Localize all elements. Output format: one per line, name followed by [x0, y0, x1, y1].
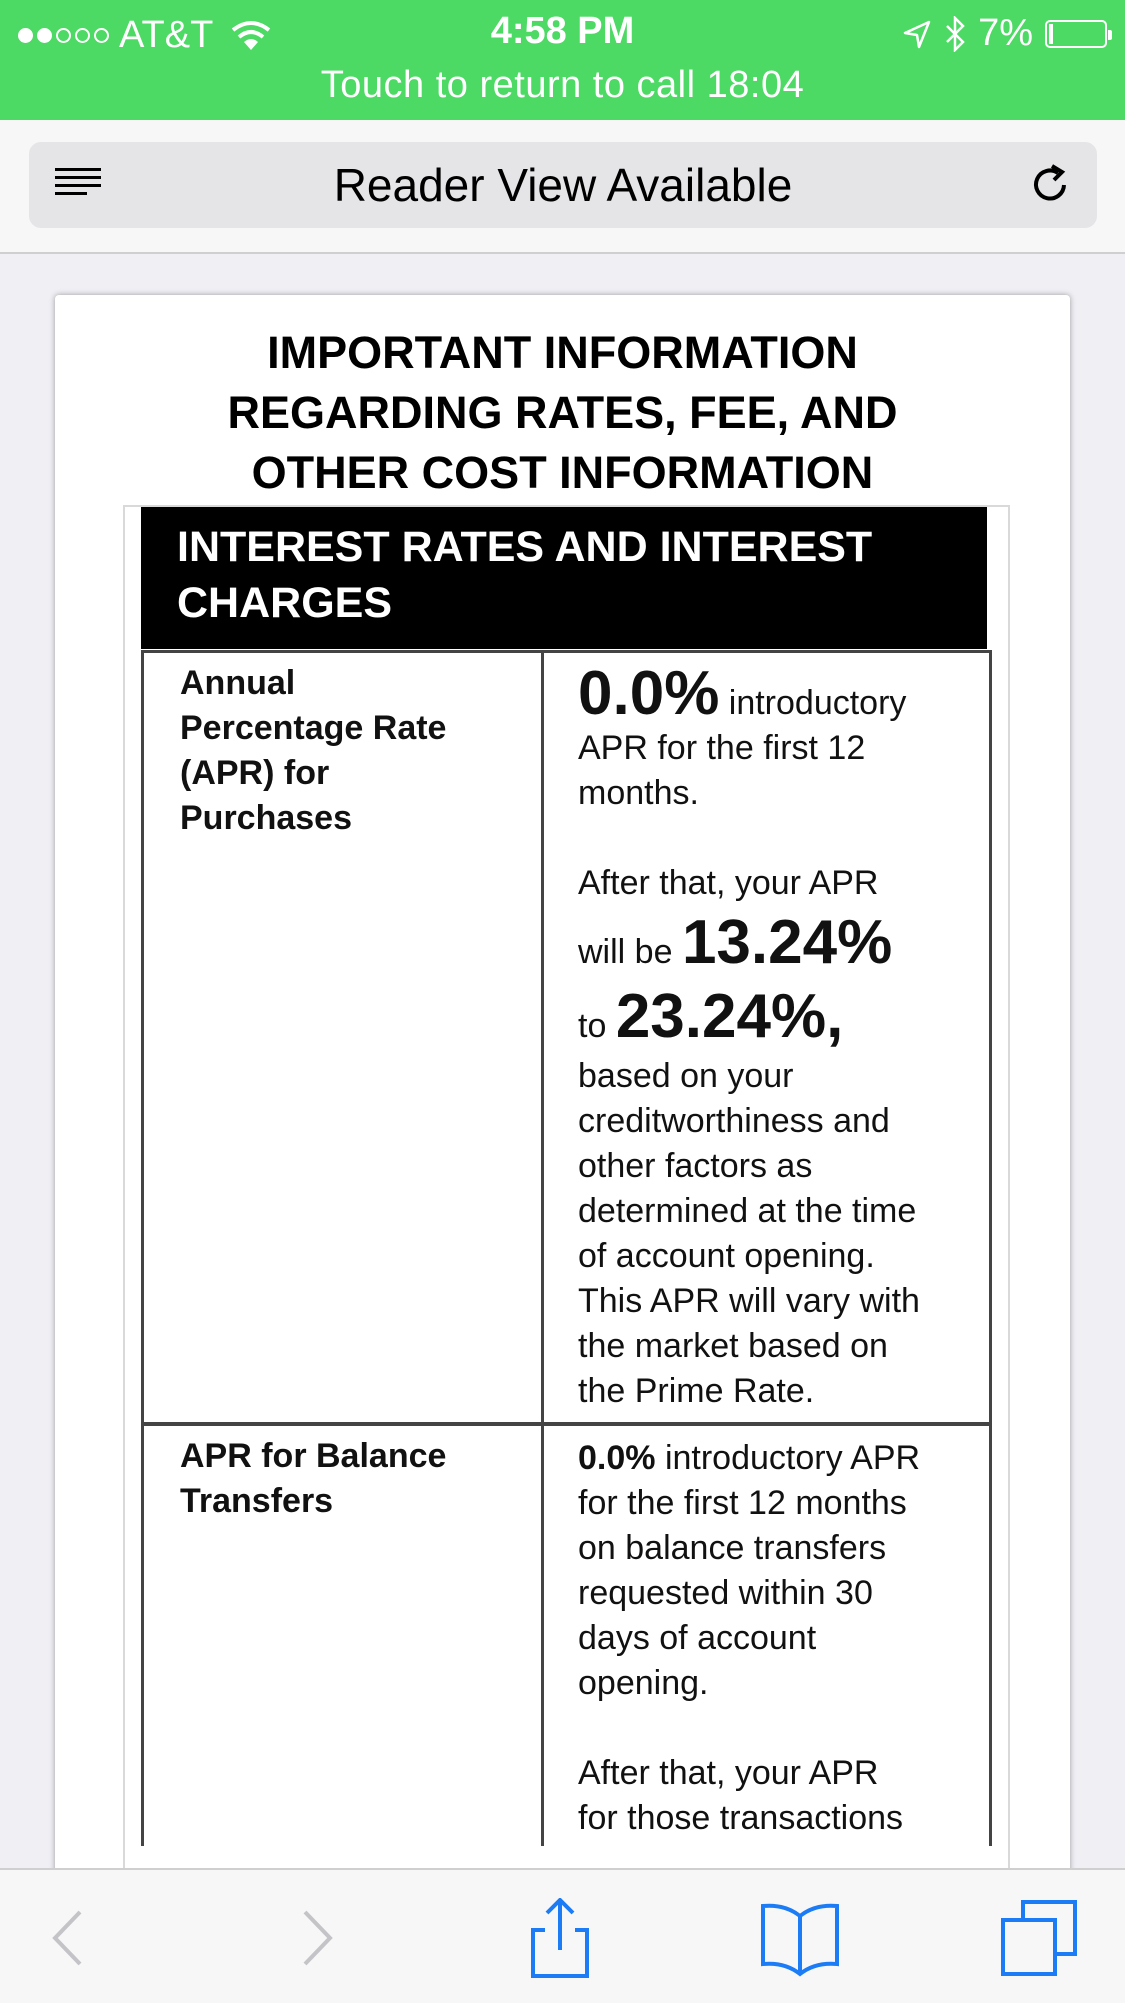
bookmarks-icon[interactable]: [755, 1898, 845, 1978]
browser-toolbar: [0, 1868, 1125, 2003]
battery-percent: 7%: [978, 12, 1033, 54]
rate-high: 23.24%,: [615, 982, 844, 1051]
intro-rate: 0.0%: [578, 659, 720, 728]
status-right: [902, 12, 1107, 55]
row-value: 0.0% introductory APR for the first 12 months on balance transfers requested within 30 days of account opening. After that, your APR for those transactions: [578, 1439, 921, 1837]
carrier-name: AT&T: [119, 14, 214, 56]
battery-icon: [1045, 20, 1107, 48]
forward-icon[interactable]: [270, 1898, 360, 1978]
row-value: 0.0% introductory APR for the first 12 months. After that, your APR will be 13.24% to 23.24%, based on your creditworthiness and other factors as determined at the time of account opening. This APR will vary with the market based on the Prime Rate.: [578, 659, 920, 1410]
browser-header: [0, 120, 1125, 254]
row-label: Annual Percentage Rate (APR) for Purchases: [144, 653, 544, 1422]
status-bar: [0, 0, 1125, 120]
intro-rate: 0.0%: [578, 1439, 656, 1477]
return-to-call-banner[interactable]: Touch to return to call 18:04: [320, 64, 805, 106]
location-icon: [902, 19, 932, 49]
bluetooth-icon: [944, 16, 966, 52]
section-header: [141, 507, 987, 649]
battery-level: [1049, 24, 1053, 44]
title-line: IMPORTANT INFORMATION: [267, 327, 858, 378]
address-bar[interactable]: [29, 142, 1097, 228]
section-header-line: INTEREST RATES AND INTEREST: [177, 523, 873, 571]
table-row: [144, 653, 989, 1426]
tabs-icon[interactable]: [995, 1898, 1085, 1978]
table-row: [144, 1426, 989, 1846]
address-bar-text: Reader View Available: [333, 159, 793, 211]
share-icon[interactable]: [515, 1898, 605, 1978]
reload-icon[interactable]: [1027, 162, 1073, 208]
page-title: [55, 323, 1070, 503]
rates-table: [141, 650, 992, 1846]
row-label: APR for Balance Transfers: [144, 1426, 544, 1846]
title-line: REGARDING RATES, FEE, AND: [227, 387, 898, 438]
clock: 4:58 PM: [490, 10, 635, 52]
section-header-line: CHARGES: [177, 579, 393, 627]
title-line: OTHER COST INFORMATION: [251, 447, 874, 498]
page-content: [55, 295, 1070, 1945]
back-icon[interactable]: [25, 1898, 115, 1978]
rate-low: 13.24%: [681, 908, 893, 977]
